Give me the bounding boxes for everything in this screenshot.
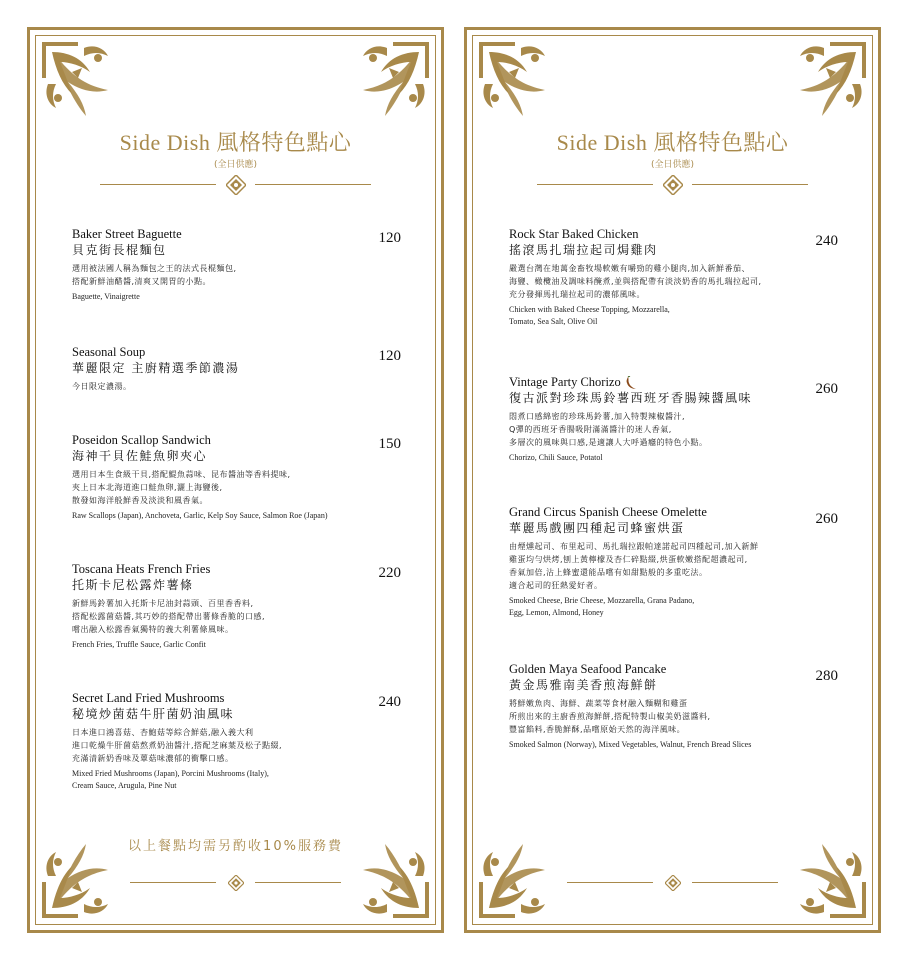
item-ingredients: Chicken with Baked Cheese Topping, Mozzarella, Tomato, Sea Salt, Olive Oil: [509, 305, 670, 326]
menu-item: [72, 562, 401, 651]
page-subtitle: (全日供應): [213, 160, 258, 170]
item-price: 120: [378, 230, 401, 246]
item-ingredients: Mixed Fried Mushrooms (Japan), Porcini Mushrooms (Italy), Cream Sauce, Arugula, Pine Nut: [72, 769, 269, 790]
item-ingredients: Smoked Salmon (Norway), Mixed Vegetables, Walnut, French Bread Slices: [509, 740, 752, 749]
menu-item: [509, 375, 838, 464]
item-name-en: Toscana Heats French Fries: [72, 562, 211, 576]
item-ingredients: Chorizo, Chili Sauce, Potatol: [509, 453, 603, 463]
item-description: 將鮮嫩魚肉、海鮮、蔬菜等食材融入麵糊和雞蛋 所煎出來的主廚香煎海鮮餅,搭配特製山椒美奶滋醬料, 豐富餡料,香脆鮮酥,品嚐原始天然的海洋風味。: [509, 699, 711, 734]
item-name-zh: 搖滾馬扎瑞拉起司焗雞肉: [509, 243, 658, 257]
diamond-ornament-icon: [226, 175, 246, 195]
item-price: 240: [378, 694, 401, 710]
diamond-ornament-icon: [228, 875, 244, 891]
menu-item: [72, 227, 401, 303]
item-name-zh: 貝克街長棍麵包: [72, 243, 167, 257]
item-name-zh: 華麗限定 主廚精選季節濃湯: [72, 361, 240, 375]
item-price: 260: [815, 381, 838, 397]
menu-item: [509, 662, 838, 751]
chili-icon: [625, 376, 637, 390]
item-name-en-text: Vintage Party Chorizo: [509, 375, 621, 389]
corner-ornament-icon: [475, 38, 557, 120]
bottom-divider: [567, 875, 778, 891]
item-name-en: Secret Land Fried Mushrooms: [72, 691, 225, 705]
item-name-en: Golden Maya Seafood Pancake: [509, 662, 667, 676]
item-description: 選用被法國人稱為麵包之王的法式長棍麵包, 搭配新鮮油醋醬,清爽又開胃的小點。: [72, 264, 237, 286]
diamond-ornament-icon: [665, 875, 681, 891]
item-name-zh: 黃金馬雅南美香煎海鮮餅: [509, 678, 658, 692]
corner-ornament-icon: [351, 38, 433, 120]
corner-ornament-icon: [788, 840, 870, 922]
corner-ornament-icon: [788, 38, 870, 120]
menu-item: [72, 691, 401, 792]
item-price: 220: [378, 565, 401, 581]
item-name-zh: 秘境炒菌菇牛肝菌奶油風味: [72, 707, 235, 721]
item-name-en: Baker Street Baguette: [72, 227, 182, 241]
menu-item: [509, 227, 838, 328]
page-title: Side Dish 風格特色點心: [556, 130, 789, 155]
item-name-zh: 復古派對珍珠馬鈴薯西班牙香腸辣醬風味: [509, 391, 753, 406]
page-subtitle: (全日供應): [650, 160, 695, 170]
diamond-ornament-icon: [663, 175, 683, 195]
item-price: 120: [378, 348, 401, 364]
item-name-en: Grand Circus Spanish Cheese Omelette: [509, 505, 707, 519]
menu-item: [72, 433, 401, 522]
item-description: 由煙燻起司、布里起司、馬扎瑞拉跟帕達諾起司四種起司,加入新鮮 雞蛋均勻烘烤,刨上黃檸檬及杏仁碎點綴,烘蛋軟嫩搭配超濃起司, 香氣加倍,沾上蜂蜜還能品嚐有如甜點般的多重吃法。 適合起司的狂熱愛好者。: [509, 542, 759, 590]
item-name-en: [509, 375, 838, 390]
title-divider: [100, 175, 371, 195]
page-title: Side Dish 風格特色點心: [119, 130, 352, 155]
item-price: 240: [815, 233, 838, 249]
item-description: 悶煮口感綿密的珍珠馬鈴薯,加入特製辣椒醬汁, Q彈的西班牙香腸吸附滿滿醬汁的迷人香氣, 多層次的風味與口感,是適讓人大呼過癮的特色小點。: [509, 412, 708, 448]
item-price: 150: [378, 436, 401, 452]
item-name-zh: 海神干貝佐鮭魚卵夾心: [72, 449, 208, 463]
item-ingredients: Raw Scallops (Japan), Anchoveta, Garlic, Kelp Soy Sauce, Salmon Roe (Japan): [72, 511, 328, 520]
menu-page-right: [464, 27, 881, 933]
item-name-zh: 華麗馬戲團四種起司蜂蜜烘蛋: [509, 521, 685, 535]
title-divider: [537, 175, 808, 195]
item-name-en: Rock Star Baked Chicken: [509, 227, 639, 241]
item-ingredients: French Fries, Truffle Sauce, Garlic Confit: [72, 640, 206, 649]
item-description: 選用日本生食級干貝,搭配鯷魚蒜味、昆布醬油等香料提味, 夾上日本北海道進口鮭魚卵,灑上海鹽後, 散發如海洋般鮮香及淡淡和風香氣。: [72, 470, 291, 505]
item-description: 嚴選台灣在地萬金畜牧場軟嫩有嚼勁的雞小腿肉,加入新鮮番茄、 海鹽、橄欖油及調味料醃煮,並與搭配帶有淡淡奶香的馬扎瑞拉起司, 充分發揮馬扎瑞拉起司的濃郁風味。: [509, 264, 762, 299]
item-name-en: Poseidon Scallop Sandwich: [72, 433, 211, 447]
bottom-divider: [130, 875, 341, 891]
item-ingredients: Baguette, Vinaigrette: [72, 292, 140, 301]
item-name-zh: 托斯卡尼松露炸薯條: [72, 578, 194, 592]
menu-item: [509, 505, 838, 619]
menu-item: [72, 345, 401, 393]
service-charge-note: 以上餐點均需另酌收10%服務費: [128, 839, 343, 854]
item-description: 日本進口鴻喜菇、杏鮑菇等綜合鮮菇,融入義大利 進口乾燥牛肝菌菇熬煮奶油醬汁,搭配芝麻葉及松子點綴, 充滿清新奶香味及蕈菇味濃郁的衝擊口感。: [72, 728, 283, 763]
corner-ornament-icon: [475, 840, 557, 922]
item-price: 280: [815, 668, 838, 684]
item-price: 260: [815, 511, 838, 527]
item-description: 今日限定濃湯。: [72, 382, 132, 391]
item-description: 新鮮馬鈴薯加入托斯卡尼油封蒜頭、百里香香料, 搭配松露菌菇醬,其巧妙的搭配帶出薯條香脆的口感, 嚐出融入松露香氣獨特的義大利薯條風味。: [72, 599, 266, 634]
corner-ornament-icon: [38, 38, 120, 120]
item-ingredients: Smoked Cheese, Brie Cheese, Mozzarella, Grana Padano, Egg, Lemon, Almond, Honey: [509, 596, 695, 617]
menu-page-left: [27, 27, 444, 933]
item-name-en: Seasonal Soup: [72, 345, 146, 359]
